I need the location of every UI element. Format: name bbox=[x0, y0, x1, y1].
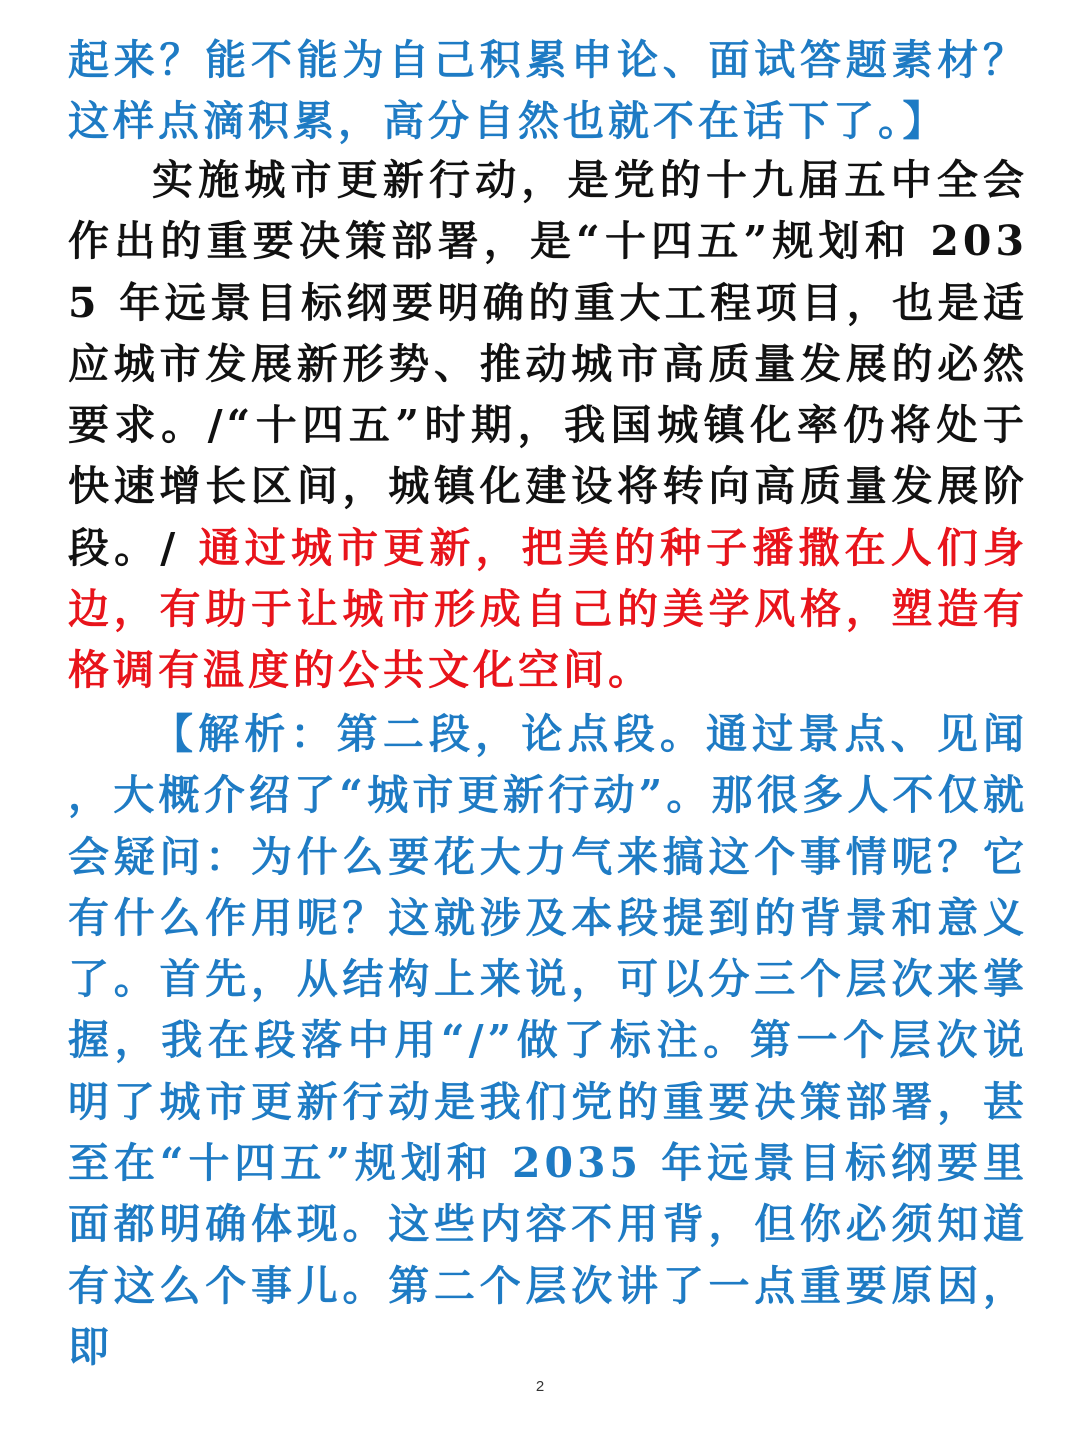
highlighted-thesis-text: 通过城市更新，把美的种子播撒在人们身边，有助于让城市形成自己的美学风格，塑造有格调有温度的公共文化空间。 bbox=[68, 523, 1029, 695]
analysis-paragraph-continued: 起来？能不能为自己积累申论、面试答题素材？这样点滴积累，高分自然也就不在话下了。】 bbox=[68, 36, 1028, 146]
body-paragraph bbox=[68, 150, 1028, 702]
analysis-paragraph: 【解析：第二段，论点段。通过景点、见闻，大概介绍了“城市更新行动”。那很多人不仅就会疑问：为什么要花大力气来搞这个事情呢？它有什么作用呢？这就涉及本段提到的背景和意义了。首先，从结构上来说，可以分三个层次来掌握，我在段落中用“/”做了标注。第一个层次说明了城市更新行动是我们党的重要决策部署，甚至在“十四五”规划和 2035 年远景目标纲要里面都明确体现。这些内容不用背，但你必须知道有这么个事儿。第二个层次讲了一点重要原因，即 bbox=[68, 710, 1028, 1371]
page-number: 2 bbox=[535, 1378, 545, 1395]
body-text: 实施城市更新行动，是党的十九届五中全会作出的重要决策部署，是“十四五”规划和 2035 年远景目标纲要明确的重大工程项目，也是适应城市发展新形势、推动城市高质量发展的必然要求。/“十四五”时期，我国城镇化率仍将处于快速增长区间，城镇化建设将转向高质量发展阶段。/ bbox=[68, 156, 1028, 572]
